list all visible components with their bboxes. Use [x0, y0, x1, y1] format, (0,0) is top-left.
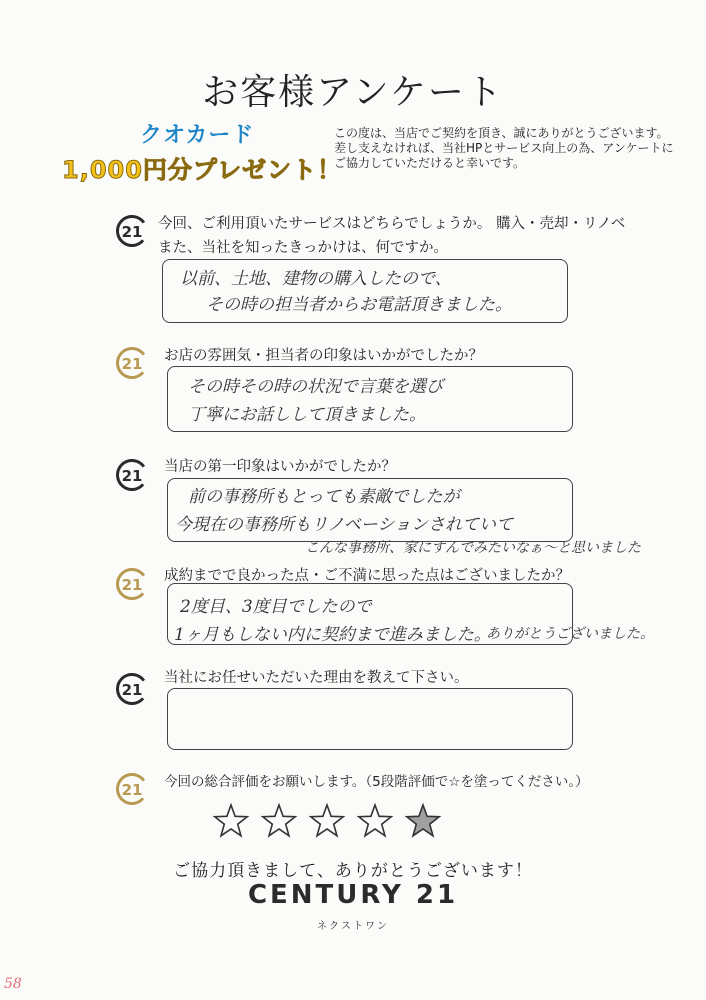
answer-4-line-1: 2度目、3度目でしたので: [180, 597, 372, 617]
closing-message: ご協力頂きまして、ありがとうございます！: [173, 861, 533, 881]
answer-3-line-2: 今現在の事務所もリノベーションされていて: [175, 515, 513, 535]
star-empty-icon[interactable]: [215, 805, 247, 836]
answer-2-line-1: その時その時の状況で言葉を選び: [188, 377, 443, 397]
century21-logo-icon: [115, 458, 149, 492]
answer-4-line-2: 1ヶ月もしない内に契約まで進みました。: [174, 625, 491, 645]
question-6-text: 今回の総合評価をお願いします。（5段階評価で☆を塗ってください。）: [164, 774, 589, 790]
promo-subtitle: 1,000円分プレゼント！: [62, 156, 342, 184]
question-1-text: 今回、ご利用頂いたサービスはどちらでしょうか。 購入・売却・リノベ: [158, 216, 626, 232]
century21-logo-icon: [115, 672, 149, 706]
brand-subtitle: ネクストワン: [317, 921, 389, 932]
star-empty-icon[interactable]: [311, 805, 343, 836]
century21-logo-icon: [115, 214, 149, 248]
answer-2-line-2: 丁寧にお話しして頂きました。: [188, 405, 426, 425]
intro-line: 差し支えなければ、当社HPとサービス向上の為、アンケートに: [334, 141, 674, 155]
answer-3-line-1: 前の事務所もとっても素敵でしたが: [188, 487, 460, 507]
question-4-text: 成約までで良かった点・ご不満に思った点はございましたか？: [164, 568, 570, 584]
answer-1-line-2: その時の担当者からお電話頂きました。: [206, 295, 512, 315]
answer-4-note: ありがとうございました。: [486, 626, 654, 642]
century21-logo-icon: [115, 346, 149, 380]
answer-1-line-1: 以前、土地、建物の購入したので、: [180, 269, 452, 289]
question-5-text: 当社にお任せいただいた理由を教えて下さい。: [164, 670, 469, 686]
page-number: 58: [4, 976, 22, 992]
brand-logo: CENTURY 21: [247, 880, 459, 910]
badge-label: 21: [121, 467, 143, 485]
badge-label: 21: [121, 355, 143, 373]
rating-stars[interactable]: [205, 800, 465, 844]
intro-line: ご協力していただけると幸いです。: [334, 156, 526, 170]
badge-label: 21: [121, 781, 143, 799]
star-filled-icon[interactable]: [407, 805, 439, 836]
star-empty-icon[interactable]: [263, 805, 295, 836]
badge-label: 21: [121, 576, 143, 594]
question-1-subtext: また、当社を知ったきっかけは、何ですか。: [158, 240, 448, 256]
badge-label: 21: [121, 223, 143, 241]
century21-logo-icon: [115, 567, 149, 601]
star-empty-icon[interactable]: [359, 805, 391, 836]
badge-label: 21: [121, 681, 143, 699]
question-2-text: お店の雰囲気・担当者の印象はいかがでしたか？: [164, 348, 483, 364]
page-title: お客様アンケート: [202, 72, 504, 113]
answer-box-5[interactable]: [167, 688, 573, 750]
promo-title: クオカード: [140, 123, 255, 148]
question-3-text: 当店の第一印象はいかがでしたか？: [164, 459, 396, 475]
intro-line: この度は、当店でご契約を頂き、誠にありがとうございます。: [334, 126, 669, 140]
century21-logo-icon: [115, 772, 149, 806]
answer-3-overflow: こんな事務所、家にすんでみたいなぁ～と思いました: [305, 540, 641, 556]
intro-text: [334, 126, 674, 171]
